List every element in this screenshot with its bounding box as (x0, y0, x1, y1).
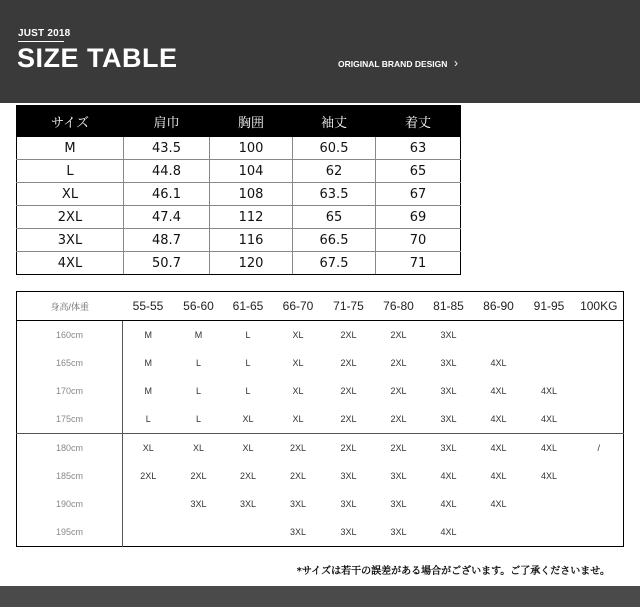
footer-bar (0, 586, 640, 607)
recommended-size-cell (174, 518, 224, 547)
recommended-size-cell: 3XL (440, 330, 457, 340)
recommended-size-cell: 3XL (390, 499, 407, 509)
weight-range-header: 56-60 (174, 292, 224, 321)
recommended-size-cell: 4XL (524, 434, 575, 463)
size-value-cell: 120 (210, 252, 293, 275)
recommended-size-cell: 2XL (390, 358, 407, 368)
recommended-size-cell: 4XL (440, 499, 457, 509)
year-label: JUST 2018 (18, 28, 71, 39)
size-table-body (17, 137, 461, 275)
height-label-cell: 195cm (17, 518, 123, 547)
size-table-header-row (17, 106, 461, 137)
recommended-size-cell (524, 321, 575, 350)
height-label-cell: 175cm (17, 405, 123, 434)
recommended-size-cell: 2XL (340, 358, 357, 368)
recommended-size-cell (575, 349, 624, 377)
ref-table-row (17, 405, 624, 434)
recommended-size-cell: 4XL (540, 471, 557, 481)
size-disclaimer-note: *サイズは若干の誤差がある場合がございます。ご了承くださいませ。 (296, 566, 610, 577)
recommended-size-cell: 2XL (390, 386, 407, 396)
size-label-cell: XL (17, 183, 124, 206)
size-value-cell: 69 (376, 206, 461, 229)
recommended-size-cell: 4XL (440, 471, 457, 481)
height-label-cell: 160cm (17, 321, 123, 350)
size-label-cell: M (17, 137, 124, 160)
recommended-size-cell (123, 490, 174, 518)
recommended-size-cell: L (145, 414, 151, 424)
height-label-cell: 190cm (17, 490, 123, 518)
ref-table-header-row (17, 292, 624, 321)
page-title: SIZE TABLE (17, 43, 178, 73)
size-value-cell: 48.7 (124, 229, 210, 252)
recommended-size-cell: M (144, 358, 152, 368)
recommended-size-cell (575, 518, 624, 547)
recommended-size-cell: 3XL (340, 499, 357, 509)
recommended-size-cell (524, 349, 575, 377)
ref-table-row (17, 349, 624, 377)
recommended-size-cell: 4XL (490, 386, 507, 396)
size-value-cell: 60.5 (293, 137, 376, 160)
recommended-size-cell (575, 462, 624, 490)
ref-table-row (17, 490, 624, 518)
size-table-header-cell: 肩巾 (124, 106, 210, 137)
recommended-size-cell (575, 405, 624, 434)
recommended-size-cell: XL (123, 434, 174, 463)
height-label-cell: 185cm (17, 462, 123, 490)
size-value-cell: 116 (210, 229, 293, 252)
weight-range-header: 66-70 (273, 292, 324, 321)
recommended-size-cell: 2XL (390, 414, 407, 424)
ref-table-row (17, 462, 624, 490)
size-value-cell: 71 (376, 252, 461, 275)
recommended-size-cell: L (245, 358, 251, 368)
recommended-size-cell: XL (242, 414, 254, 424)
size-table-header-cell: サイズ (17, 106, 124, 137)
size-value-cell: 100 (210, 137, 293, 160)
height-weight-size-table (16, 291, 624, 547)
recommended-size-cell: 4XL (540, 386, 557, 396)
weight-range-header: 71-75 (324, 292, 374, 321)
ref-table-row (17, 434, 624, 463)
height-label-cell: 170cm (17, 377, 123, 405)
weight-range-header: 76-80 (374, 292, 424, 321)
size-table-header-cell: 着丈 (376, 106, 461, 137)
recommended-size-cell (524, 518, 575, 547)
size-value-cell: 108 (210, 183, 293, 206)
size-table-row (17, 137, 461, 160)
ref-table-row (17, 518, 624, 547)
size-label-cell: 4XL (17, 252, 124, 275)
size-label-cell: L (17, 160, 124, 183)
recommended-size-cell: 3XL (440, 358, 457, 368)
recommended-size-cell: 3XL (289, 527, 306, 537)
recommended-size-cell: 4XL (440, 527, 457, 537)
size-value-cell: 47.4 (124, 206, 210, 229)
size-value-cell: 46.1 (124, 183, 210, 206)
size-value-cell: 44.8 (124, 160, 210, 183)
recommended-size-cell: 2XL (340, 386, 357, 396)
recommended-size-cell: M (144, 386, 152, 396)
size-value-cell: 112 (210, 206, 293, 229)
recommended-size-cell: M (194, 330, 203, 340)
recommended-size-cell (575, 377, 624, 405)
size-value-cell: 65 (293, 206, 376, 229)
size-label-cell: 2XL (17, 206, 124, 229)
size-table-header-cell: 袖丈 (293, 106, 376, 137)
size-value-cell: 65 (376, 160, 461, 183)
recommended-size-cell: XL (292, 414, 304, 424)
chevron-right-icon[interactable]: › (454, 56, 458, 70)
recommended-size-cell: 4XL (474, 434, 524, 463)
recommended-size-cell: L (195, 358, 201, 368)
recommended-size-cell (524, 490, 575, 518)
size-table-row (17, 206, 461, 229)
recommended-size-cell: XL (292, 386, 304, 396)
weight-range-header: 55-55 (123, 292, 174, 321)
size-value-cell: 43.5 (124, 137, 210, 160)
recommended-size-cell: 3XL (239, 499, 256, 509)
recommended-size-cell: 2XL (340, 330, 357, 340)
size-value-cell: 62 (293, 160, 376, 183)
size-value-cell: 70 (376, 229, 461, 252)
ref-table-body (17, 321, 624, 547)
recommended-size-cell: XL (292, 330, 304, 340)
size-value-cell: 67 (376, 183, 461, 206)
recommended-size-cell: 4XL (490, 499, 507, 509)
height-label-cell: 180cm (17, 434, 123, 463)
recommended-size-cell: 3XL (190, 499, 207, 509)
weight-range-header: 86-90 (474, 292, 524, 321)
recommended-size-cell: L (245, 330, 251, 340)
recommended-size-cell (575, 321, 624, 350)
recommended-size-cell: 4XL (490, 414, 507, 424)
size-value-cell: 63.5 (293, 183, 376, 206)
size-table-row (17, 183, 461, 206)
recommended-size-cell (474, 321, 524, 350)
year-underline (18, 41, 64, 42)
weight-range-header: 100KG (575, 292, 624, 321)
recommended-size-cell: 3XL (390, 471, 407, 481)
ref-table-row (17, 377, 624, 405)
weight-range-header: 61-65 (224, 292, 273, 321)
recommended-size-cell: 3XL (440, 414, 457, 424)
recommended-size-cell: 2XL (289, 471, 306, 481)
recommended-size-cell: 3XL (390, 527, 407, 537)
recommended-size-cell: 3XL (289, 499, 306, 509)
size-value-cell: 67.5 (293, 252, 376, 275)
recommended-size-cell (474, 518, 524, 547)
size-value-cell: 50.7 (124, 252, 210, 275)
ref-table-corner-cell: 身高/体重 (17, 292, 123, 321)
recommended-size-cell: XL (292, 358, 304, 368)
recommended-size-cell: 2XL (190, 471, 207, 481)
recommended-size-cell: M (144, 330, 152, 340)
weight-range-header: 81-85 (424, 292, 474, 321)
recommended-size-cell: XL (224, 434, 273, 463)
size-table-header-cell: 胸囲 (210, 106, 293, 137)
size-value-cell: 63 (376, 137, 461, 160)
recommended-size-cell: L (245, 386, 251, 396)
size-table-row (17, 229, 461, 252)
recommended-size-cell: 2XL (390, 330, 407, 340)
recommended-size-cell: L (195, 386, 201, 396)
size-table-row (17, 160, 461, 183)
recommended-size-cell: 3XL (340, 471, 357, 481)
recommended-size-cell: 3XL (440, 386, 457, 396)
recommended-size-cell: 2XL (374, 434, 424, 463)
recommended-size-cell: 2XL (340, 414, 357, 424)
recommended-size-cell: 3XL (424, 434, 474, 463)
recommended-size-cell (224, 518, 273, 547)
size-value-cell: 104 (210, 160, 293, 183)
brand-design-link[interactable]: ORIGINAL BRAND DESIGN (338, 59, 448, 69)
height-label-cell: 165cm (17, 349, 123, 377)
recommended-size-cell (123, 518, 174, 547)
size-table-row (17, 252, 461, 275)
header-banner (0, 0, 640, 103)
recommended-size-cell: / (575, 434, 624, 463)
recommended-size-cell: 4XL (490, 471, 507, 481)
size-value-cell: 66.5 (293, 229, 376, 252)
recommended-size-cell: 2XL (239, 471, 256, 481)
recommended-size-cell: 2XL (140, 471, 157, 481)
recommended-size-cell: 3XL (340, 527, 357, 537)
size-label-cell: 3XL (17, 229, 124, 252)
recommended-size-cell: L (195, 414, 201, 424)
ref-table-row (17, 321, 624, 350)
recommended-size-cell (575, 490, 624, 518)
recommended-size-cell: 2XL (324, 434, 374, 463)
recommended-size-cell: 4XL (490, 358, 507, 368)
size-measurement-table (16, 105, 461, 275)
recommended-size-cell: 4XL (540, 414, 557, 424)
weight-range-header: 91-95 (524, 292, 575, 321)
recommended-size-cell: 2XL (273, 434, 324, 463)
recommended-size-cell: XL (174, 434, 224, 463)
